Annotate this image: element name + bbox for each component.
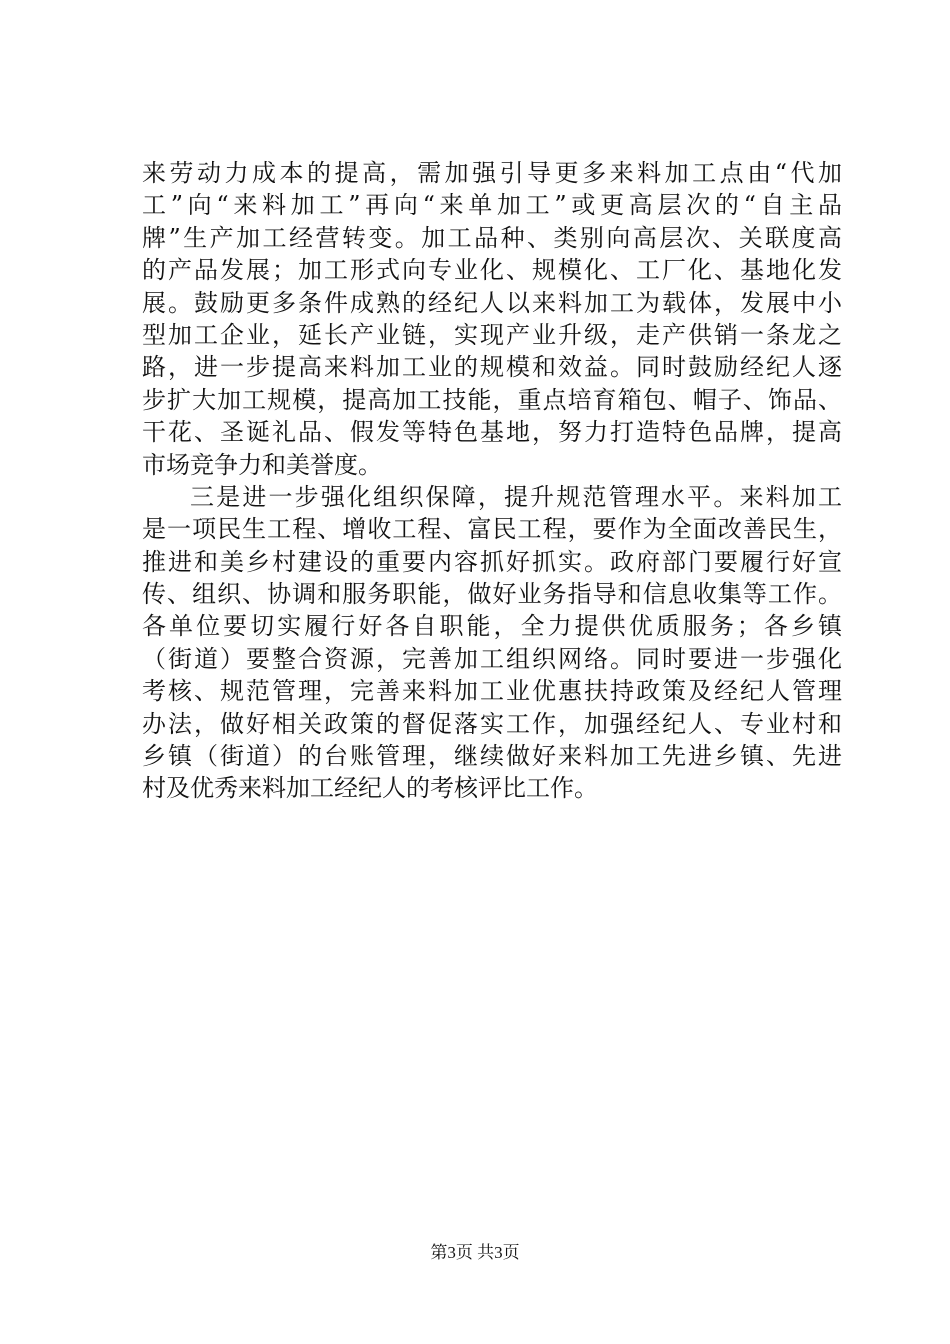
text-line: 的产品发展；加工形式向专业化、规模化、工厂化、基地化发 (142, 256, 842, 285)
text-line: 村及优秀来料加工经纪人的考核评比工作。 (142, 774, 598, 803)
text-line: 路，进一步提高来料加工业的规模和效益。同时鼓励经纪人逐 (142, 353, 842, 382)
text-line: 步扩大加工规模，提高加工技能，重点培育箱包、帽子、饰品、 (142, 385, 842, 414)
text-line: 考核、规范管理，完善来料加工业优惠扶持政策及经纪人管理 (142, 677, 842, 706)
paragraph-container (142, 157, 842, 805)
text-line: 办法，做好相关政策的督促落实工作，加强经纪人、专业村和 (142, 709, 842, 738)
text-line: 推进和美乡村建设的重要内容抓好抓实。政府部门要履行好宣 (142, 547, 842, 576)
text-line: 是一项民生工程、增收工程、富民工程，要作为全面改善民生， (142, 515, 842, 544)
text-line: 乡镇（街道）的台账管理，继续做好来料加工先进乡镇、先进 (142, 742, 842, 771)
text-line: 三是进一步强化组织保障，提升规范管理水平。来料加工 (190, 482, 842, 511)
text-line: 市场竞争力和美誉度。 (142, 450, 382, 479)
document-body (142, 157, 842, 805)
text-line: 型加工企业，延长产业链，实现产业升级，走产供销一条龙之 (142, 320, 842, 349)
text-line: （街道）要整合资源，完善加工组织网络。同时要进一步强化 (142, 644, 842, 673)
text-line: 传、组织、协调和服务职能，做好业务指导和信息收集等工作。 (142, 580, 842, 609)
text-line: 牌”生产加工经营转变。加工品种、类别向高层次、关联度高 (142, 223, 842, 252)
text-line: 展。鼓励更多条件成熟的经纪人以来料加工为载体，发展中小 (142, 288, 842, 317)
page-footer: 第3页 共3页 (430, 1243, 520, 1262)
paragraph-p2 (142, 481, 842, 805)
text-line: 来劳动力成本的提高，需加强引导更多来料加工点由“代加 (142, 159, 842, 187)
paragraph-p1 (142, 157, 842, 481)
text-line: 干花、圣诞礼品、假发等特色基地，努力打造特色品牌，提高 (142, 418, 842, 447)
text-line: 各单位要切实履行好各自职能，全力提供优质服务；各乡镇 (142, 612, 842, 641)
text-line: 工”向“来料加工”再向“来单加工”或更高层次的“自主品 (142, 191, 842, 220)
